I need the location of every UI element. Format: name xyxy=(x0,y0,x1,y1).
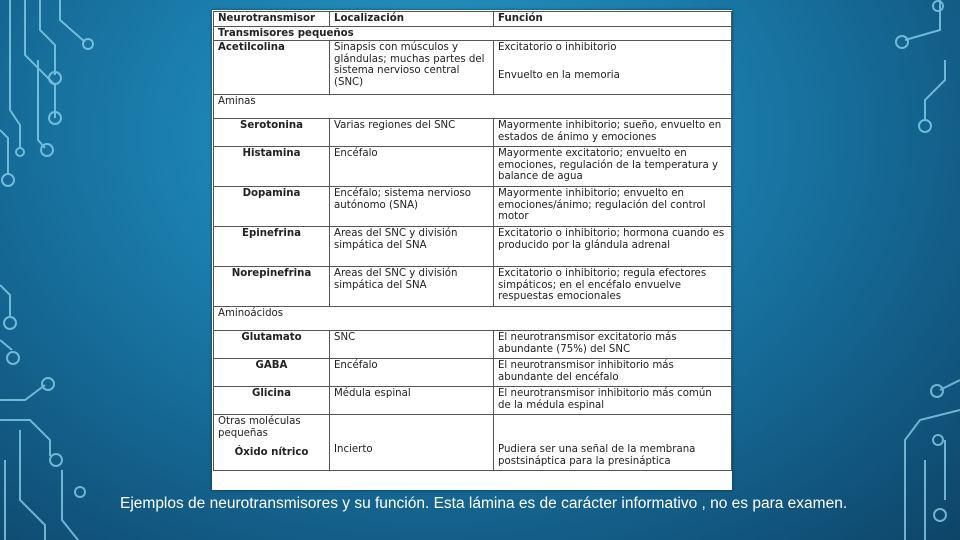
cell-function xyxy=(494,41,732,95)
section-row xyxy=(214,26,732,41)
cell-location: Encéfalo xyxy=(330,359,494,387)
cell-location: Varias regiones del SNC xyxy=(330,119,494,147)
group-row xyxy=(214,95,732,119)
group-row xyxy=(214,307,732,331)
table-header-row xyxy=(214,12,732,27)
section-small-label: Transmisores pequeños xyxy=(214,26,732,41)
header-neurotransmisor: Neurotransmisor xyxy=(214,12,330,27)
table-row xyxy=(214,267,732,307)
cell-name: Dopamina xyxy=(214,187,330,227)
cell-name: Serotonina xyxy=(214,119,330,147)
cell-location xyxy=(330,415,494,471)
cell-location: Encéfalo; sistema nervioso autónomo (SNA) xyxy=(330,187,494,227)
cell-location: Areas del SNC y división simpática del SNA xyxy=(330,227,494,267)
table-row xyxy=(214,331,732,359)
cell-function: Excitatorio o inhibitorio; hormona cuando es producido por la glándula adrenal xyxy=(494,227,732,267)
cell-name: Epinefrina xyxy=(214,227,330,267)
table-row xyxy=(214,187,732,227)
cell-name: Glutamato xyxy=(214,331,330,359)
table-row xyxy=(214,147,732,187)
cell-location: Areas del SNC y división simpática del SNA xyxy=(330,267,494,307)
function-line: Envuelto en la memoria xyxy=(498,69,620,81)
function-line: Excitatorio o inhibitorio xyxy=(498,42,617,54)
neurotransmitter-table xyxy=(213,11,732,471)
cell-name: Acetilcolina xyxy=(214,41,330,95)
cell-function xyxy=(494,415,732,471)
cell-name: Glicina xyxy=(214,387,330,415)
oxido-name: Óxido nítrico xyxy=(234,447,309,459)
table-row xyxy=(214,359,732,387)
cell-name: GABA xyxy=(214,359,330,387)
cell-location: Sinapsis con músculos y glándulas; muchas partes del sistema nervioso central (SNC) xyxy=(330,41,494,95)
cell-function: El neurotransmisor inhibitorio más abundante del encéfalo xyxy=(494,359,732,387)
cell-name: Norepinefrina xyxy=(214,267,330,307)
header-localizacion: Localización xyxy=(330,12,494,27)
cell-name: Histamina xyxy=(214,147,330,187)
table-row xyxy=(214,119,732,147)
cell-location: SNC xyxy=(330,331,494,359)
oxido-location: Incierto xyxy=(334,444,373,456)
table-row xyxy=(214,41,732,95)
cell-location: Médula espinal xyxy=(330,387,494,415)
group-label-otras: Otras moléculas pequeñas xyxy=(218,416,301,439)
cell-function: Mayormente inhibitorio; sueño, envuelto en estados de ánimo y emociones xyxy=(494,119,732,147)
table-row xyxy=(214,387,732,415)
cell-function: El neurotransmisor inhibitorio más común de la médula espinal xyxy=(494,387,732,415)
slide-caption: Ejemplos de neurotransmisores y su función. Esta lámina es de carácter informativo , no es para examen. xyxy=(120,495,848,512)
cell-location: Encéfalo xyxy=(330,147,494,187)
group-label-aminoacidos: Aminoácidos xyxy=(214,307,732,331)
cell-function: El neurotransmisor excitatorio más abundante (75%) del SNC xyxy=(494,331,732,359)
cell-function: Excitatorio o inhibitorio; regula efectores simpáticos; en el encéfalo envuelve respuestas emocionales xyxy=(494,267,732,307)
oxido-function: Pudiera ser una señal de la membrana postsináptica para la presináptica xyxy=(498,444,696,467)
header-funcion: Función xyxy=(494,12,732,27)
table-row xyxy=(214,227,732,267)
cell-function: Mayormente inhibitorio; envuelto en emociones/ánimo; regulación del control motor xyxy=(494,187,732,227)
cell-function: Mayormente excitatorio; envuelto en emociones, regulación de la temperatura y balance de agua xyxy=(494,147,732,187)
table-row xyxy=(214,415,732,471)
neurotransmitter-table-image xyxy=(212,10,732,490)
cell-name xyxy=(214,415,330,471)
group-label-aminas: Aminas xyxy=(214,95,732,119)
